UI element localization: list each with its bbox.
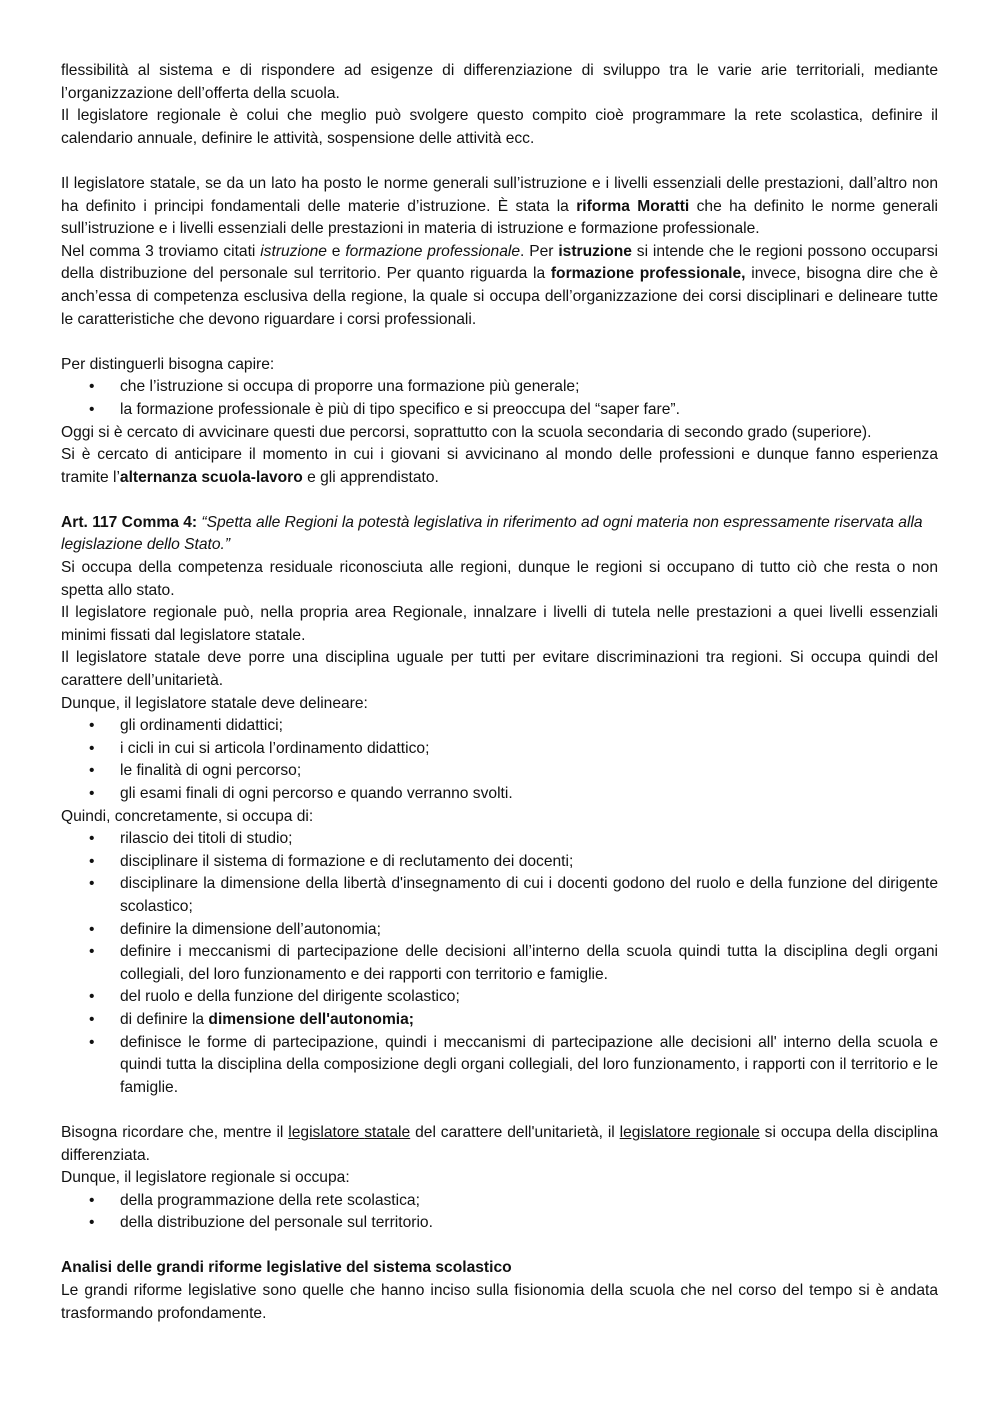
underlined-term: legislatore [288,1123,360,1141]
paragraph: Il legislatore regionale è colui che meglio può svolgere questo compito cioè programmare la rete scolastica, definire il calendario annuale, definire le attività, sospensione delle attività ecc. [61,107,938,147]
bold-term: istruzione [558,242,632,260]
paragraph: Quindi, concretamente, si occupa di: [61,807,314,825]
document-page [61,60,938,1325]
paragraph: Il legislatore statale, se da un lato ha posto le norme generali sull’istruzione e i livelli essenziali delle prestazioni, dall’altro non ha definito i principi fondamentali delle materie d’istruzione. È stata la riforma Moratti che ha definito le norme generali sull’istruzione e i livelli essenziali delle prestazioni in materia di istruzione e formazione professionale. [61,174,938,238]
paragraph: Il legislatore statale deve porre una disciplina uguale per tutti per evitare discriminazioni tra regioni. Si occupa quindi del carattere dell’unitarietà. [61,649,938,690]
paragraph: Le grandi riforme legislative sono quelle che hanno inciso sulla fisionomia della scuola che nel corso del tempo si è andata trasformando profondamente. [61,1282,938,1322]
list-item: • definire la dimensione dell’autonomia; [61,919,938,942]
bullet-list [61,376,938,421]
paragraph: Si occupa della competenza residuale riconosciuta alle regioni, dunque le regioni si occupano di tutto ciò che resta o non spetta allo stato. [61,559,938,599]
paragraph: Per distinguerli bisogna capire: [61,355,275,373]
list-item: • disciplinare la dimensione della libertà d'insegnamento di cui i docenti godono del ruolo e della funzione del dirigente scolastico; [61,873,938,918]
list-item: • i cicli in cui si articola l’ordinamento didattico; [61,738,938,761]
list-item: • gli ordinamenti didattici; [61,715,938,738]
list-item: • le finalità di ogni percorso; [61,760,938,783]
bold-term: alternanza scuola-lavoro [119,468,303,486]
list-item: • la formazione professionale è più di tipo specifico e si preoccupa del “saper fare”. [61,399,938,422]
italic-term: istruzione [260,242,327,260]
article-citation [61,512,938,557]
underlined-term: legislatore regionale [619,1123,760,1141]
paragraph: Si è cercato di anticipare il momento in cui i giovani si avvicinano al mondo delle professioni e dunque fanno esperienza tramite l’alternanza scuola-lavoro e gli apprendistato. [61,446,938,486]
paragraph: Dunque, il legislatore statale deve delineare: [61,694,368,712]
list-item: • rilascio dei titoli di studio; [61,828,938,851]
list-item: • della distribuzione del personale sul territorio. [61,1212,938,1235]
list-item: • definire i meccanismi di partecipazione delle decisioni all’interno della scuola quindi tutta la disciplina degli organi collegiali, del loro funzionamento e dei rapporti con territorio e famiglie. [61,941,938,986]
paragraph: Bisogna ricordare che, mentre il legislatore statale del carattere dell'unitarietà, il legislatore regionale si occupa della disciplina differenziata. [61,1123,938,1164]
paragraph: Il legislatore regionale può, nella propria area Regionale, innalzare i livelli di tutela nelle prestazioni a quei livelli essenziali minimi fissati dal legislatore statale. [61,604,938,644]
list-item: • definisce le forme di partecipazione, quindi i meccanismi di partecipazione alle decisioni all' interno della scuola e quindi tutta la disciplina della composizione degli organi collegiali, del loro funzionamento, i rapporti con il territorio e le famiglie. [61,1032,938,1100]
article-label: Art. 117 Comma 4: [61,513,198,531]
italic-term: formazione professionale [345,242,521,260]
list-item: • disciplinare il sistema di formazione e di reclutamento dei docenti; [61,851,938,874]
list-item: • del ruolo e della funzione del dirigente scolastico; [61,986,938,1009]
paragraph: Dunque, il legislatore regionale si occupa: [61,1169,350,1187]
list-item: • che l’istruzione si occupa di proporre una formazione più generale; [61,376,938,399]
bullet-list [61,715,938,805]
article-quote: “Spetta alle Regioni la potestà legislativa in riferimento ad ogni materia non espressamente riservata alla legislazione dello Stato.” [61,513,923,554]
list-item: • di definire la dimensione dell'autonomia; [61,1009,938,1032]
underlined-term: statale [364,1123,411,1141]
list-item: • gli esami finali di ogni percorso e quando verranno svolti. [61,783,938,806]
section-heading: Analisi delle grandi riforme legislative del sistema scolastico [61,1259,512,1277]
bold-term: riforma Moratti [576,197,690,215]
paragraph: Nel comma 3 troviamo citati istruzione e formazione professionale. Per istruzione si intende che le regioni possono occuparsi della distribuzione del personale sul territorio. Per quanto riguarda la formazione professionale, invece, bisogna dire che è anch’essa di competenza esclusiva della regione, la quale si occupa dell’organizzazione dei corsi disciplinari e delineare tutte le caratteristiche che devono riguardare i corsi professionali. [61,242,938,328]
bold-term: dimensione dell'autonomia; [208,1010,415,1028]
bullet-list [61,1190,938,1235]
list-item: • della programmazione della rete scolastica; [61,1190,938,1213]
paragraph: Oggi si è cercato di avvicinare questi due percorsi, soprattutto con la scuola secondaria di secondo grado (superiore). [61,423,872,441]
paragraph: flessibilità al sistema e di rispondere ad esigenze di differenziazione di sviluppo tra le varie arie territoriali, mediante l’organizzazione dell’offerta della scuola. [61,62,938,102]
bullet-list [61,828,938,1099]
bold-term: formazione professionale, [550,265,746,283]
